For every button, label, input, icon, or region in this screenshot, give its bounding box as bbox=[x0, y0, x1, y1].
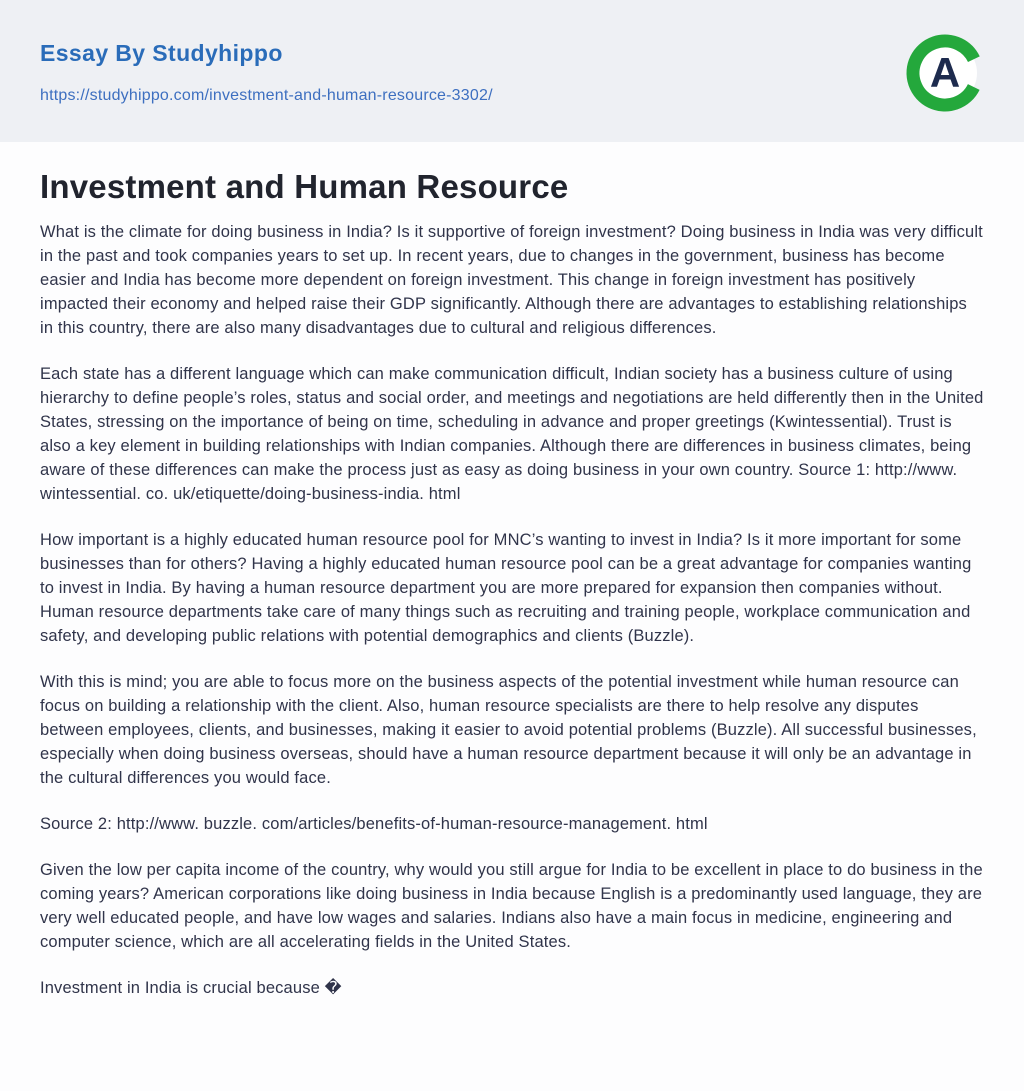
essay-paragraph-6: Investment in India is crucial because � bbox=[40, 979, 342, 997]
page-header bbox=[0, 0, 1024, 142]
essay-paragraph-2: Each state has a different language which can make communication difficult, Indian society has a business culture of using hierarchy to define people’s roles, status and social order, and meetings and negotiations are held differently then in the United States, stressing on the importance of being on time, scheduling in advance and proper greetings (Kwintessential). Trust is also a key element in building relationships with Indian companies. Although there are differences in business climates, being aware of these differences can make the process just as easy as doing business in your own country. Source 1: http://www. wintessential. co. uk/etiquette/doing-business-india. html bbox=[40, 365, 984, 503]
header-text-block bbox=[40, 34, 493, 105]
source-url-link[interactable]: https://studyhippo.com/investment-and-human-resource-3302/ bbox=[40, 87, 493, 104]
brand-title: Essay By Studyhippo bbox=[40, 40, 283, 66]
studyhippo-logo-icon bbox=[906, 34, 984, 112]
essay-paragraph-3: How important is a highly educated human resource pool for MNC’s wanting to invest in India? Is it more important for some businesses than for others? Having a highly educated human resource pool can be a great advantage for companies wanting to invest in India. By having a human resource department you are more prepared for expansion then companies without. Human resource departments take care of many things such as recruiting and training people, workplace communication and safety, and developing public relations with potential demographics and clients (Buzzle). bbox=[40, 531, 972, 645]
essay-title: Investment and Human Resource bbox=[40, 168, 569, 205]
essay-paragraph-5: Given the low per capita income of the country, why would you still argue for India to be excellent in place to do business in the coming years? American corporations like doing business in India because English is a predominantly used language, they are very well educated people, and have low wages and salaries. Indians also have a main focus in medicine, engineering and computer science, which are all accelerating fields in the United States. bbox=[40, 861, 983, 951]
svg-text:A: A bbox=[929, 49, 961, 96]
essay-paragraph-source-2: Source 2: http://www. buzzle. com/articles/benefits-of-human-resource-management. html bbox=[40, 815, 708, 833]
essay-content bbox=[0, 142, 1024, 1036]
essay-paragraph-4: With this is mind; you are able to focus more on the business aspects of the potential investment while human resource can focus on building a relationship with the client. Also, human resource specialists are there to help resolve any disputes between employees, clients, and businesses, making it easier to avoid potential problems (Buzzle). All successful businesses, especially when doing business overseas, should have a human resource department because it will only be an advantage in the cultural differences you would face. bbox=[40, 673, 977, 787]
essay-paragraph-1: What is the climate for doing business in India? Is it supportive of foreign investment? Doing business in India was very difficult in the past and took companies years to set up. In recent years, due to changes in the government, business has become easier and India has become more dependent on foreign investment. This change in foreign investment has positively impacted their economy and helped raise their GDP significantly. Although there are advantages to establishing relationships in this country, there are also many disadvantages due to cultural and religious differences. bbox=[40, 223, 983, 337]
